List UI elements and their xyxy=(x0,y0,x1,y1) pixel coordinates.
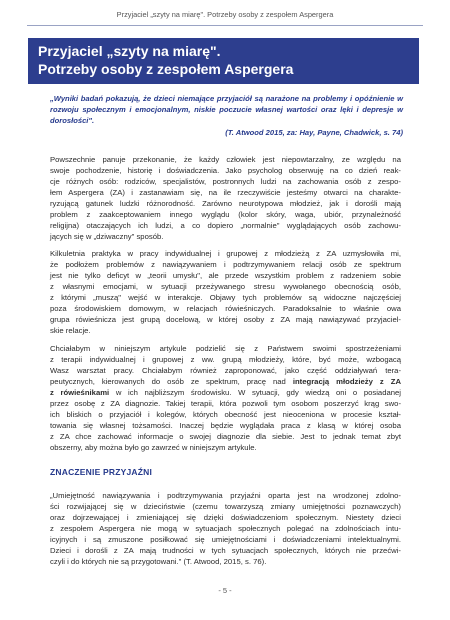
line-text: peutycznych, kierowanych do osób ze spektrum, pracę nad xyxy=(50,377,293,386)
paragraph-line: z którymi „muszą" wejść w interakcje. Objawy tych problemów są widoczne najczęściej xyxy=(50,293,401,302)
bold-phrase: integracją młodzieży z ZA xyxy=(292,377,402,386)
paragraph-line xyxy=(50,376,401,387)
epigraph-quote xyxy=(50,93,403,138)
paragraph-line: oraz dojrzewającej i zmieniającej się dzięki doświadczeniom społecznym. Niestety dzieci xyxy=(50,513,401,522)
paragraph-line: łem Aspergera (ZA) i zastanawiam się, na ile rzeczywiście jesteśmy otwarci na charakte- xyxy=(50,188,401,197)
paragraph-line: czyli i do których nie są przygotowani." (T. Atwood, 2015, s. 76). xyxy=(50,557,267,566)
header-rule xyxy=(27,25,423,26)
quote-text: „Wyniki badań pokazują, że dzieci niemające przyjaciół są narażone na problemy i opóźnienie w rozwoju społecznym i emocjonalnym, niskie poczucie własnej wartości oraz lęki i depresje w dorosłości". xyxy=(50,94,403,125)
running-header: Przyjaciel „szyty na miarę". Potrzeby osoby z zespołem Aspergera xyxy=(116,10,334,19)
paragraph-line: przez osobę z ZA diagnozie. Takiej terapii, która pozwoli tym osobom poszerzyć krąg swo- xyxy=(50,399,401,408)
paragraph-line: poza środowiskiem domowym, w relacjach rówieśniczych. Paradoksalnie to właśnie owa xyxy=(50,304,401,313)
title-banner xyxy=(28,38,419,84)
paragraph-line: swoje pochodzenie, historię i doświadczenia. Jako psycholog obserwuję na co dzień reak- xyxy=(50,166,401,175)
paragraph-line: grupa rówieśnicza jest grupą docelową, w której osoby z ZA mają nawiązywać przyjaciel- xyxy=(50,315,401,324)
paragraph-line: Dzieci i dorośli z ZA mają trudności w tych sytuacjach społecznych, których nie przećwi- xyxy=(50,546,401,555)
paragraph-1 xyxy=(50,154,401,242)
paragraph-4 xyxy=(50,490,401,567)
paragraph-line: z własnymi emocjami, w sytuacji przeżywanego stresu wywołanego obecnością osób, xyxy=(50,282,401,291)
paragraph-line: ści rozwijającej się w dzieciństwie (czemu towarzyszą zmiany umiejętności poznawczych) xyxy=(50,502,401,511)
page-number: - 5 - xyxy=(218,586,232,595)
paragraph-line: Wasz warsztat pracy. Chciałabym również zaproponować, jako część oddziaływań tera- xyxy=(50,366,401,375)
paragraph-line: że podłożem problemów z nawiązywaniem i podtrzymywaniem relacji osób ze spektrum xyxy=(50,260,401,269)
paragraph-line: problem z zaakceptowaniem innego wyglądu (kolor skóry, waga, ubiór, przynależność xyxy=(50,210,401,219)
paragraph-line: jących się w „dziwaczny" sposób. xyxy=(50,232,164,241)
paragraph-line: Chciałabym w niniejszym artykule podzielić się z Państwem swoimi spostrzeżeniami xyxy=(50,344,401,353)
quote-source: (T. Atwood 2015, za: Hay, Payne, Chadwick, s. 74) xyxy=(225,128,403,137)
paragraph-line: z ZA chce zachować informacje o swojej diagnozie dla siebie. Jest to jednak temat zbyt xyxy=(50,432,401,441)
paragraph-line: z zespołem Aspergera nie mogą w sytuacjach społecznych polegać na zdolnościach intu- xyxy=(50,524,401,533)
paragraph-line: cje różnych osób: rodziców, specjalistów, postronnych ludzi na zachowania osób z zespo- xyxy=(50,177,401,186)
paragraph-line: ryzującą gatunek ludzki różnorodność. Zarówno neurotypowa młodzież, jak i dorośli mają xyxy=(50,199,401,208)
paragraph-line: jest nie tylko deficyt w „teorii umysłu", ale przede wszystkim problem z radzeniem sobie xyxy=(50,271,401,280)
title-line-1: Przyjaciel „szyty na miarę". xyxy=(38,43,221,59)
paragraph-line: Powszechnie panuje przekonanie, że każdy człowiek jest niepowtarzalny, ze względu na xyxy=(50,155,401,164)
paragraph-line: ich bliskich o przyjaciół i kolegów, których obecność jest nieoceniona w procesie kształ- xyxy=(50,410,401,419)
bold-phrase: z rówieśnikami xyxy=(50,388,110,397)
paragraph-line: obszerny, aby można było go zawrzeć w niniejszym artykule. xyxy=(50,443,257,452)
title-line-2: Potrzeby osoby z zespołem Aspergera xyxy=(38,61,294,77)
paragraph-line: skie relacje. xyxy=(50,326,91,335)
paragraph-line xyxy=(50,387,401,398)
line-text: w ich najbliższym środowisku. W sytuacji, gdy wiedzą oni o posiadanej xyxy=(109,388,402,397)
section-heading: ZNACZENIE PRZYJAŹNI xyxy=(50,467,153,477)
paragraph-line: „Umiejętność nawiązywania i podtrzymywania przyjaźni oparta jest na wrodzonej zdolno- xyxy=(50,491,401,500)
paragraph-line: Kilkuletnia praktyka w pracy indywidualnej i grupowej z młodzieżą z ZA uzmysłowiła mi, xyxy=(50,249,401,258)
paragraph-3 xyxy=(50,343,401,453)
paragraph-2 xyxy=(50,248,401,336)
paragraph-line: towania się własnej tożsamości. Inaczej będzie wyglądała praca z klasą w której osoba xyxy=(50,421,401,430)
paragraph-line: z terapii indywidualnej i grupowej z ww. grupą młodzieży, które, być może, wzbogacą xyxy=(50,355,401,364)
paragraph-line: icyjnych i są zmuszone posiłkować się umiejętnościami i doświadczeniami intelektualnymi. xyxy=(50,535,401,544)
paragraph-line: religijna) otaczających ich ludzi, a co dopiero „normalnie" wyglądających osób zachowu- xyxy=(50,221,401,230)
